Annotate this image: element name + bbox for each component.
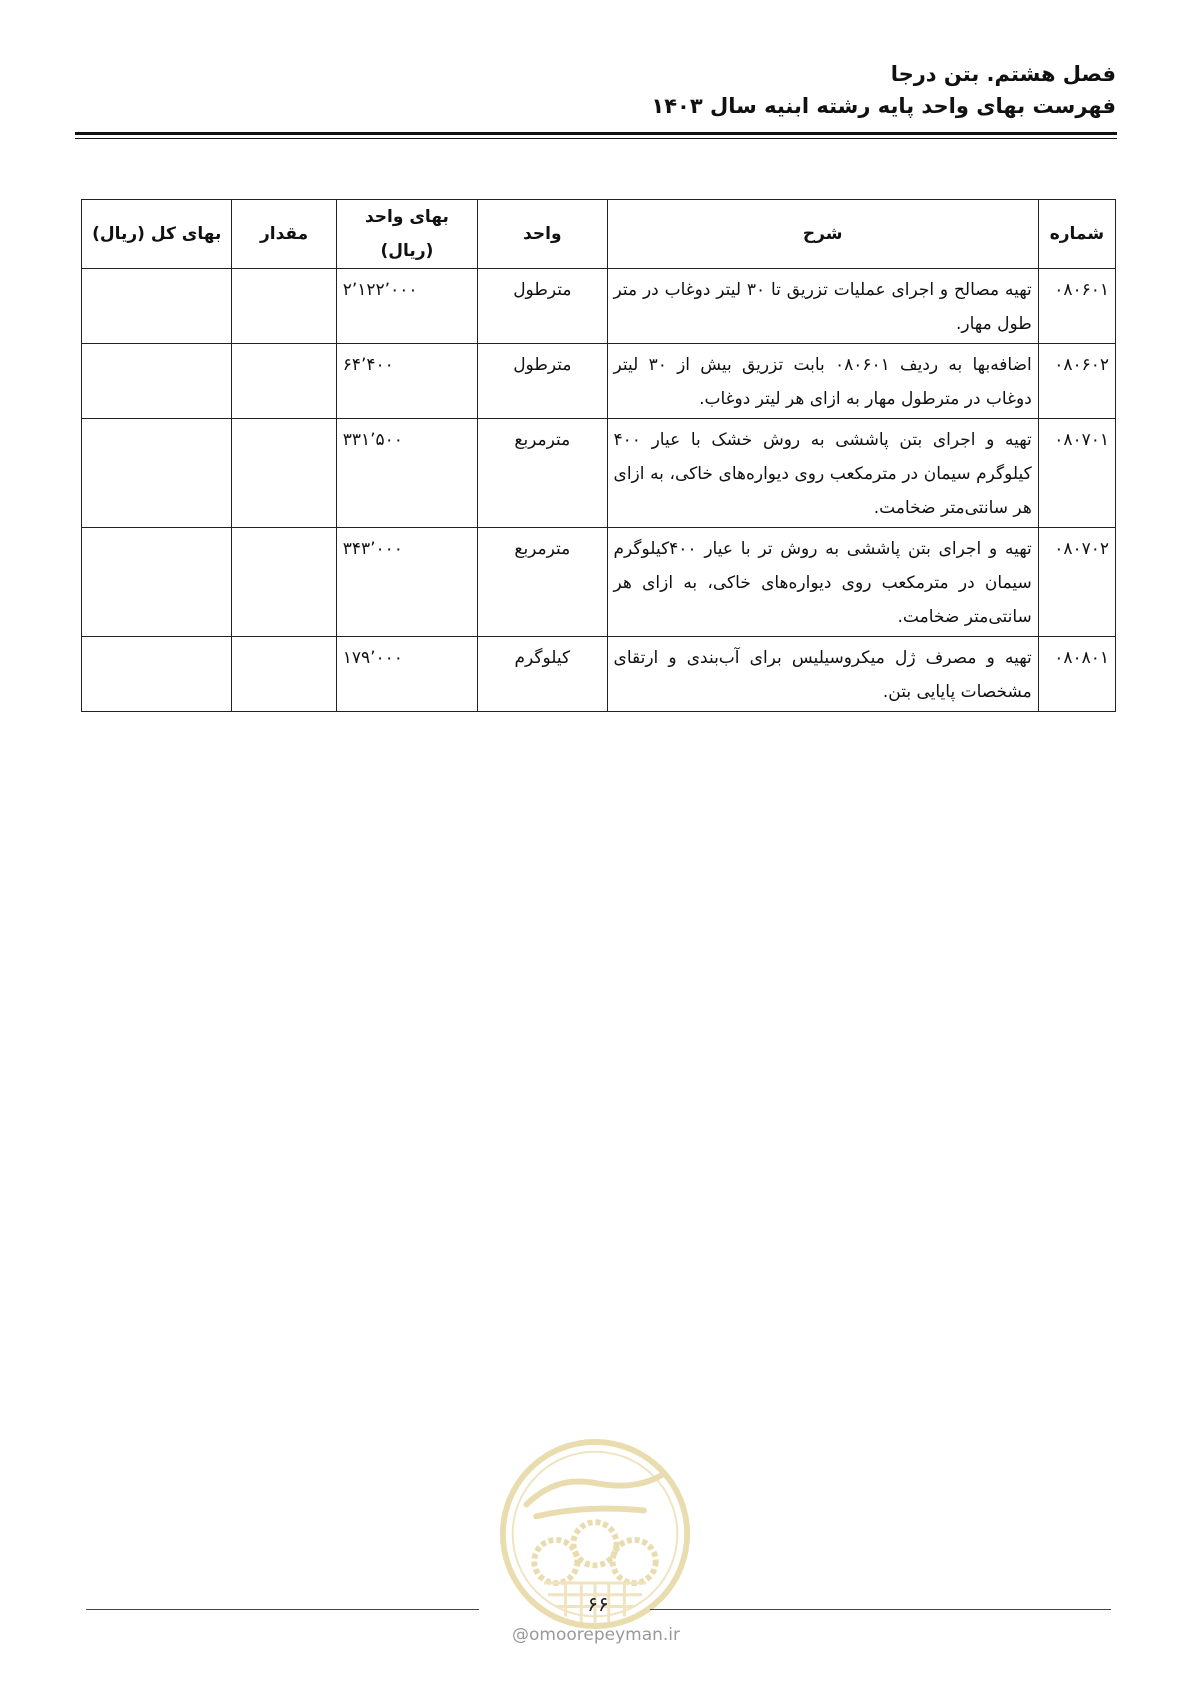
item-total-price [82, 419, 232, 528]
item-total-price [82, 528, 232, 637]
item-description: تهیه و اجرای بتن پاششی به روش تر با عیار ۴۰۰کیلوگرم سیمان در مترمکعب روی دیواره‌های خاکی، به ازای هر سانتی‌متر ضخامت. [607, 528, 1038, 637]
table-row [82, 269, 1116, 344]
item-quantity [232, 344, 336, 419]
item-description: تهیه مصالح و اجرای عملیات تزریق تا ۳۰ لیتر دوغاب در متر طول مهار. [607, 269, 1038, 344]
item-number: ۰۸۰۸۰۱ [1038, 637, 1115, 712]
item-total-price [82, 637, 232, 712]
price-list-table [81, 199, 1116, 712]
item-number: ۰۸۰۷۰۱ [1038, 419, 1115, 528]
gear-icon [573, 1522, 616, 1565]
item-total-price [82, 344, 232, 419]
item-total-price [82, 269, 232, 344]
item-quantity [232, 637, 336, 712]
item-number: ۰۸۰۶۰۱ [1038, 269, 1115, 344]
header-number: شماره [1038, 200, 1115, 269]
header-unit-price: بهای واحد (ریال) [336, 200, 477, 269]
item-unit: کیلوگرم [478, 637, 607, 712]
header-description: شرح [607, 200, 1038, 269]
item-unit: مترطول [478, 269, 607, 344]
table-row [82, 419, 1116, 528]
item-quantity [232, 269, 336, 344]
footer-rule-left [86, 1609, 479, 1610]
website-watermark: @omoorepeyman.ir [511, 1625, 681, 1645]
chapter-title: فصل هشتم. بتن درجا [890, 62, 1116, 86]
page-header [75, 58, 1116, 122]
table-row [82, 344, 1116, 419]
item-number: ۰۸۰۶۰۲ [1038, 344, 1115, 419]
item-quantity [232, 419, 336, 528]
item-description: تهیه و اجرای بتن پاششی به روش خشک با عیار ۴۰۰ کیلوگرم سیمان در مترمکعب روی دیواره‌های خاکی، به ازای هر سانتی‌متر ضخامت. [607, 419, 1038, 528]
item-unit: مترطول [478, 344, 607, 419]
item-unit-price: ۳۳۱٬۵۰۰ [336, 419, 477, 528]
item-description: تهیه و مصرف ژل میکروسیلیس برای آب‌بندی و ارتقای مشخصات پایایی بتن. [607, 637, 1038, 712]
header-quantity: مقدار [232, 200, 336, 269]
table-row [82, 528, 1116, 637]
item-unit-price: ۳۴۳٬۰۰۰ [336, 528, 477, 637]
table-row [82, 637, 1116, 712]
document-subtitle: فهرست بهای واحد پایه رشته ابنیه سال ۱۴۰۳ [651, 94, 1116, 118]
item-unit-price: ۶۴٬۴۰۰ [336, 344, 477, 419]
item-unit-price: ۱۷۹٬۰۰۰ [336, 637, 477, 712]
header-unit: واحد [478, 200, 607, 269]
item-unit: مترمربع [478, 528, 607, 637]
item-quantity [232, 528, 336, 637]
item-description: اضافه‌بها به ردیف ۰۸۰۶۰۱ بابت تزریق بیش از ۳۰ لیتر دوغاب در مترطول مهار به ازای هر لیتر دوغاب. [607, 344, 1038, 419]
stamp-calligraphy [526, 1475, 661, 1516]
page-number: ۶۶ [587, 1592, 609, 1616]
item-number: ۰۸۰۷۰۲ [1038, 528, 1115, 637]
header-total-price: بهای کل (ریال) [82, 200, 232, 269]
item-unit: مترمربع [478, 419, 607, 528]
item-unit-price: ۲٬۱۲۲٬۰۰۰ [336, 269, 477, 344]
table-header-row [82, 200, 1116, 269]
footer-rule-right [650, 1609, 1111, 1610]
header-rule-thin [75, 138, 1117, 139]
header-rule-thick [75, 132, 1117, 135]
